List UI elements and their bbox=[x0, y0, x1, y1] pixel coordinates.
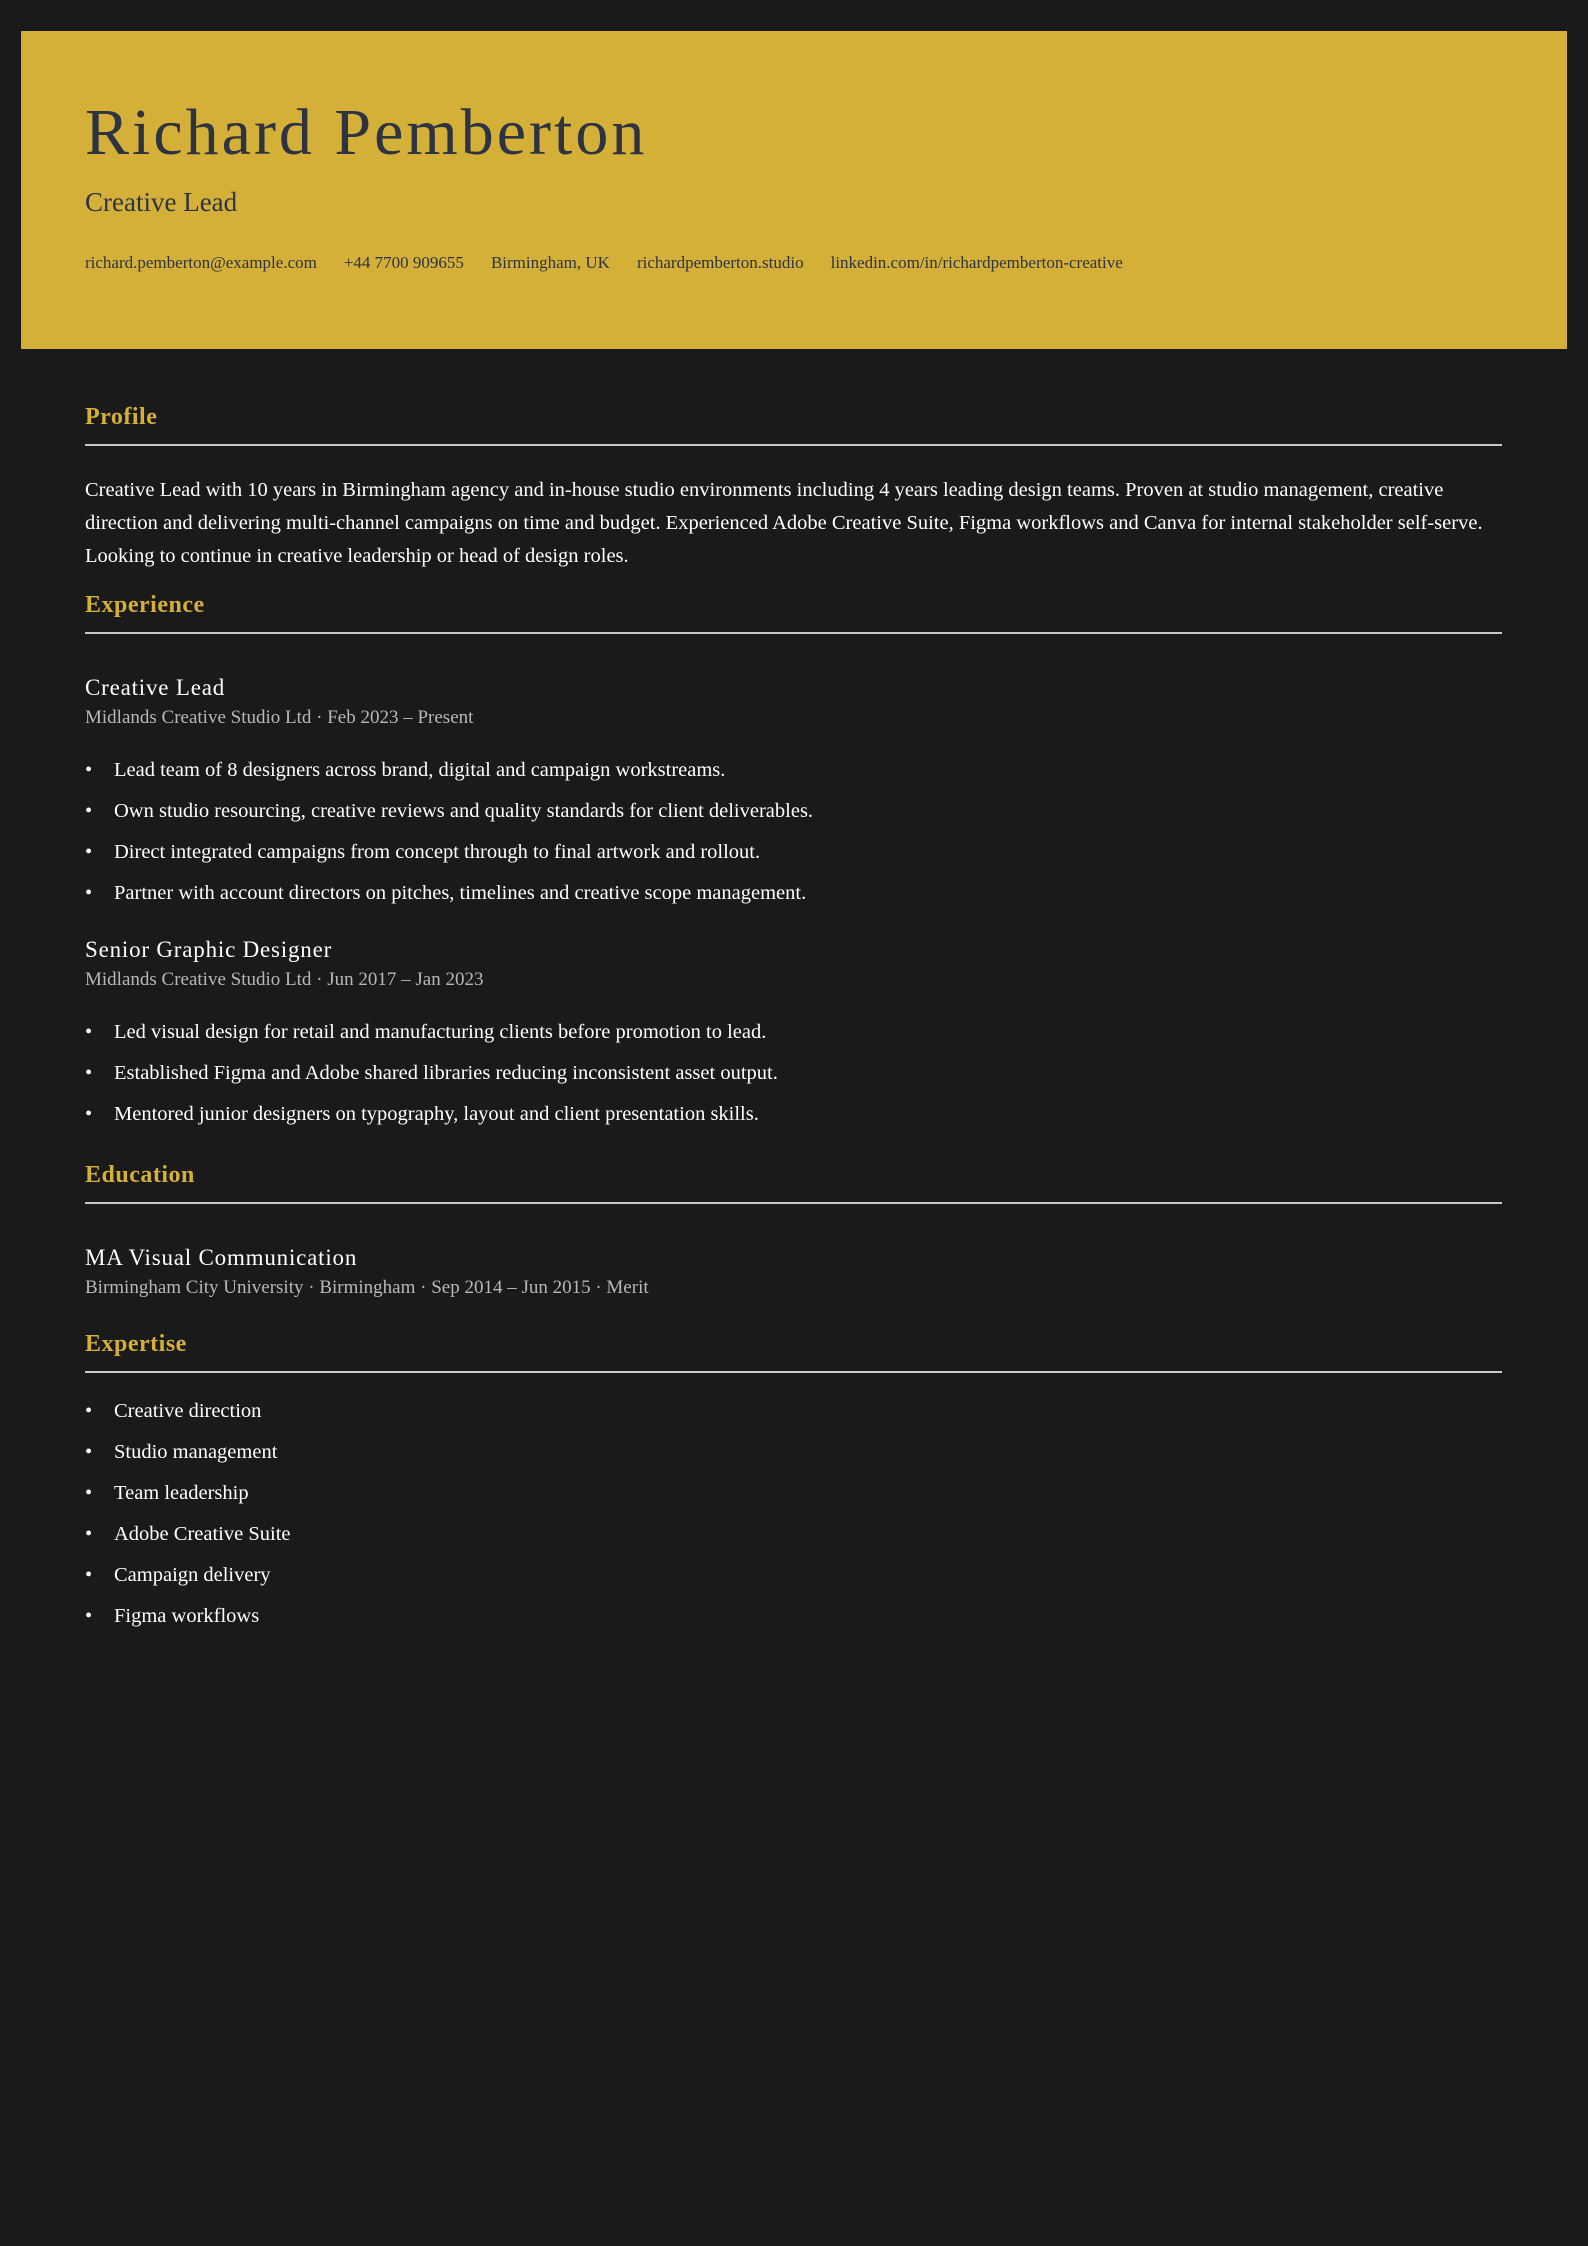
candidate-role: Creative Lead bbox=[85, 187, 238, 217]
candidate-name: Richard Pemberton bbox=[85, 96, 648, 169]
expertise-list bbox=[85, 1391, 1502, 1637]
job-title: Creative Lead bbox=[85, 674, 226, 700]
job-bullet: • Established Figma and Adobe shared libraries reducing inconsistent asset output. bbox=[85, 1053, 1502, 1094]
contact-list bbox=[85, 252, 1123, 274]
resume-body bbox=[85, 403, 1502, 1637]
job-bullets bbox=[85, 750, 1502, 914]
job-meta: Midlands Creative Studio Ltd · Feb 2023 – Present bbox=[85, 707, 474, 729]
job-title: Senior Graphic Designer bbox=[85, 936, 333, 962]
education-section bbox=[85, 1161, 1502, 1302]
job-bullet: • Mentored junior designers on typography, layout and client presentation skills. bbox=[85, 1094, 1502, 1135]
job-bullet: • Lead team of 8 designers across brand, digital and campaign workstreams. bbox=[85, 750, 1502, 791]
expertise-section bbox=[85, 1330, 1502, 1637]
resume-header bbox=[21, 31, 1567, 349]
profile-text: Creative Lead with 10 years in Birmingham agency and in-house studio environments including 4 years leading design teams. Proven at studio management, creative direction and delivering multi-channel campaigns on time and budget. Experienced Adobe Creative Suite, Figma workflows and Canva for internal stakeholder self-serve. Looking to continue in creative leadership or head of design roles. bbox=[85, 478, 1483, 567]
contact-email: richard.pemberton@example.com bbox=[85, 253, 317, 272]
section-title-profile: Profile bbox=[85, 403, 1502, 446]
job-bullet: • Partner with account directors on pitches, timelines and creative scope management. bbox=[85, 873, 1502, 914]
experience-section bbox=[85, 591, 1502, 1135]
job-bullet: • Direct integrated campaigns from concept through to final artwork and rollout. bbox=[85, 832, 1502, 873]
job-bullet: • Led visual design for retail and manufacturing clients before promotion to lead. bbox=[85, 1012, 1502, 1053]
contact-linkedin: linkedin.com/in/richardpemberton-creative bbox=[830, 253, 1123, 272]
section-title-experience: Experience bbox=[85, 591, 1502, 634]
job-bullets bbox=[85, 1012, 1502, 1135]
expertise-item: • Adobe Creative Suite bbox=[85, 1514, 1502, 1555]
job-bullet: • Own studio resourcing, creative reviews and quality standards for client deliverables. bbox=[85, 791, 1502, 832]
degree-title: MA Visual Communication bbox=[85, 1244, 358, 1270]
expertise-item: • Studio management bbox=[85, 1432, 1502, 1473]
job-meta: Midlands Creative Studio Ltd · Jun 2017 – Jan 2023 bbox=[85, 969, 484, 991]
section-title-education: Education bbox=[85, 1161, 1502, 1204]
profile-section bbox=[85, 403, 1502, 573]
job-entry bbox=[85, 936, 1502, 1135]
contact-location: Birmingham, UK bbox=[490, 253, 610, 272]
education-meta: Birmingham City University · Birmingham · Sep 2014 – Jun 2015 · Merit bbox=[85, 1277, 649, 1299]
expertise-item: • Team leadership bbox=[85, 1473, 1502, 1514]
job-entry bbox=[85, 674, 1502, 914]
contact-website: richardpemberton.studio bbox=[636, 253, 804, 272]
expertise-item: • Creative direction bbox=[85, 1391, 1502, 1432]
education-entry bbox=[85, 1244, 1502, 1302]
section-title-expertise: Expertise bbox=[85, 1330, 1502, 1373]
expertise-item: • Campaign delivery bbox=[85, 1555, 1502, 1596]
contact-phone: +44 7700 909655 bbox=[343, 253, 464, 272]
expertise-item: • Figma workflows bbox=[85, 1596, 1502, 1637]
